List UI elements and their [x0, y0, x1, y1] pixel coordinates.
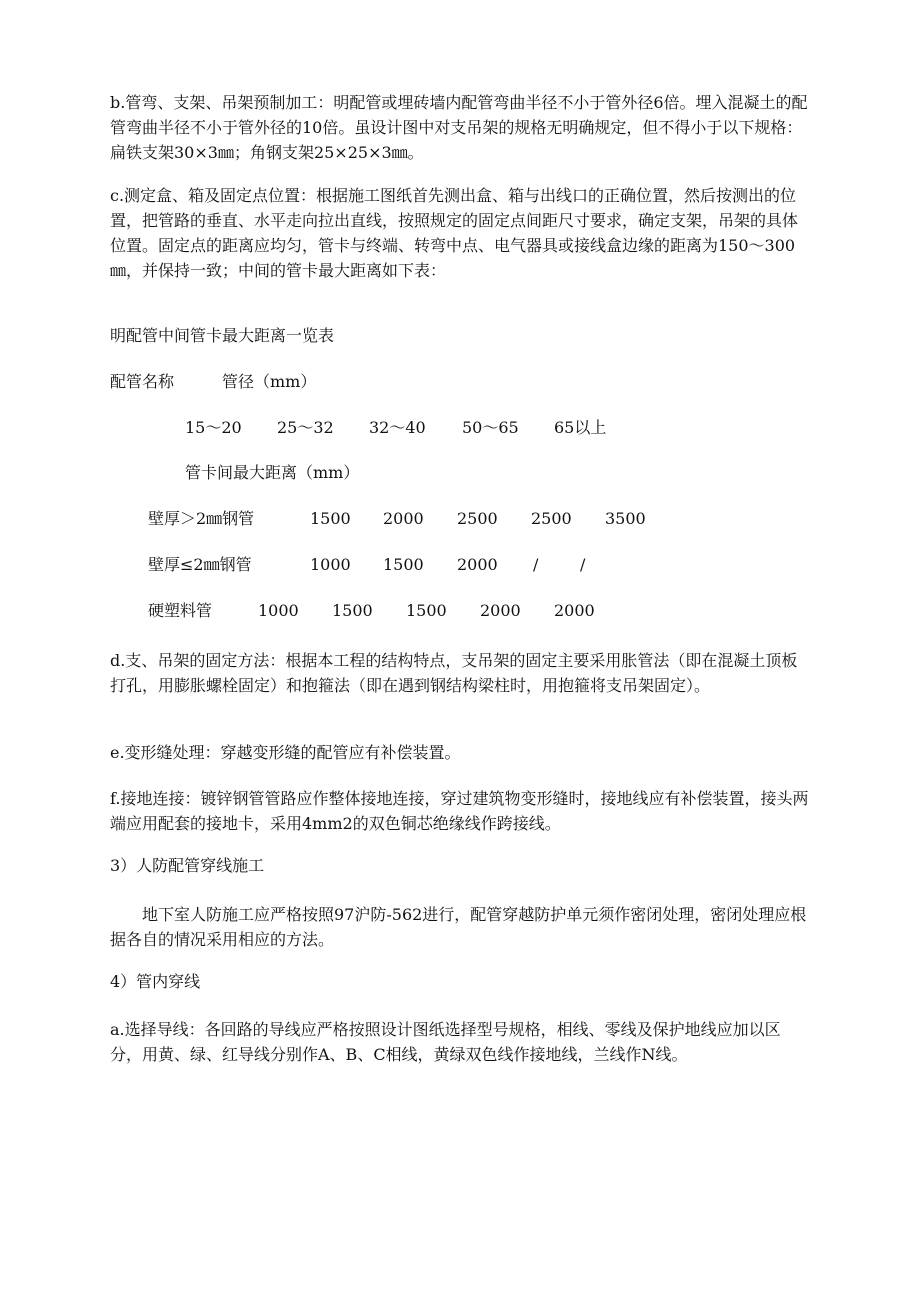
section-4-heading: 4）管内穿线: [110, 972, 201, 991]
row-value: 2000: [457, 555, 498, 574]
row-value: 2000: [383, 509, 424, 528]
row-name: 硬塑料管: [148, 601, 213, 620]
paragraph-e: e.变形缝处理：穿越变形缝的配管应有补偿装置。: [110, 743, 461, 762]
row-value: 1000: [258, 601, 299, 620]
table-subheader: 管卡间最大距离（mm）: [185, 463, 360, 482]
section-3-heading: 3）人防配管穿线施工: [110, 856, 265, 875]
row-value: /: [533, 555, 539, 574]
row-value: 2000: [554, 601, 595, 620]
section-3-body: 地下室人防施工应严格按照97沪防-562进行，配管穿越防护单元须作密闭处理，密闭处理应根据各自的情况采用相应的方法。: [110, 905, 807, 949]
row-value: 2500: [531, 509, 572, 528]
size-cell: 65以上: [554, 418, 607, 437]
size-cell: 50～65: [462, 418, 519, 437]
row-name: 壁厚＞2㎜钢管: [148, 509, 255, 528]
size-cell: 32～40: [369, 418, 426, 437]
paragraph-f: f.接地连接：镀锌钢管管路应作整体接地连接，穿过建筑物变形缝时，接地线应有补偿装置，接头两端应用配套的接地卡，采用4mm2的双色铜芯绝缘线作跨接线。: [110, 789, 809, 833]
row-value: 2000: [480, 601, 521, 620]
row-value: 2500: [457, 509, 498, 528]
size-cell: 25～32: [277, 418, 334, 437]
row-value: /: [580, 555, 586, 574]
paragraph-b: b.管弯、支架、吊架预制加工：明配管或埋砖墙内配管弯曲半径不小于管外径6倍。埋入混凝土的配管弯曲半径不小于管外径的10倍。虽设计图中对支吊架的规格无明确规定，但不得小于以下规格：扁铁支架30×3㎜；角钢支架25×25×3㎜。: [110, 93, 808, 162]
row-value: 3500: [605, 509, 646, 528]
paragraph-a: a.选择导线：各回路的导线应严格按照设计图纸选择型号规格，相线、零线及保护地线应加以区分，用黄、绿、红导线分别作A、B、C相线，黄绿双色线作接地线，兰线作N线。: [110, 1020, 781, 1064]
row-value: 1500: [310, 509, 351, 528]
row-value: 1500: [383, 555, 424, 574]
table-title: 明配管中间管卡最大距离一览表: [110, 326, 335, 345]
row-value: 1500: [332, 601, 373, 620]
table-header-name: 配管名称: [110, 372, 175, 391]
size-cell: 15～20: [185, 418, 242, 437]
paragraph-d: d.支、吊架的固定方法：根据本工程的结构特点，支吊架的固定主要采用胀管法（即在混凝土顶板打孔，用膨胀螺栓固定）和抱箍法（即在遇到钢结构梁柱时，用抱箍将支吊架固定）。: [110, 651, 798, 695]
row-value: 1500: [406, 601, 447, 620]
table-header-size: 管径（mm）: [222, 372, 317, 391]
paragraph-c: c.测定盒、箱及固定点位置：根据施工图纸首先测出盒、箱与出线口的正确位置，然后按测出的位置，把管路的垂直、水平走向拉出直线，按照规定的固定点间距尺寸要求，确定支架，吊架的具体位置。固定点的距离应均匀，管卡与终端、转弯中点、电气器具或接线盒边缘的距离为150～300㎜，并保持一致；中间的管卡最大距离如下表：: [110, 186, 799, 280]
row-name: 壁厚≤2㎜钢管: [148, 555, 252, 574]
row-value: 1000: [310, 555, 351, 574]
